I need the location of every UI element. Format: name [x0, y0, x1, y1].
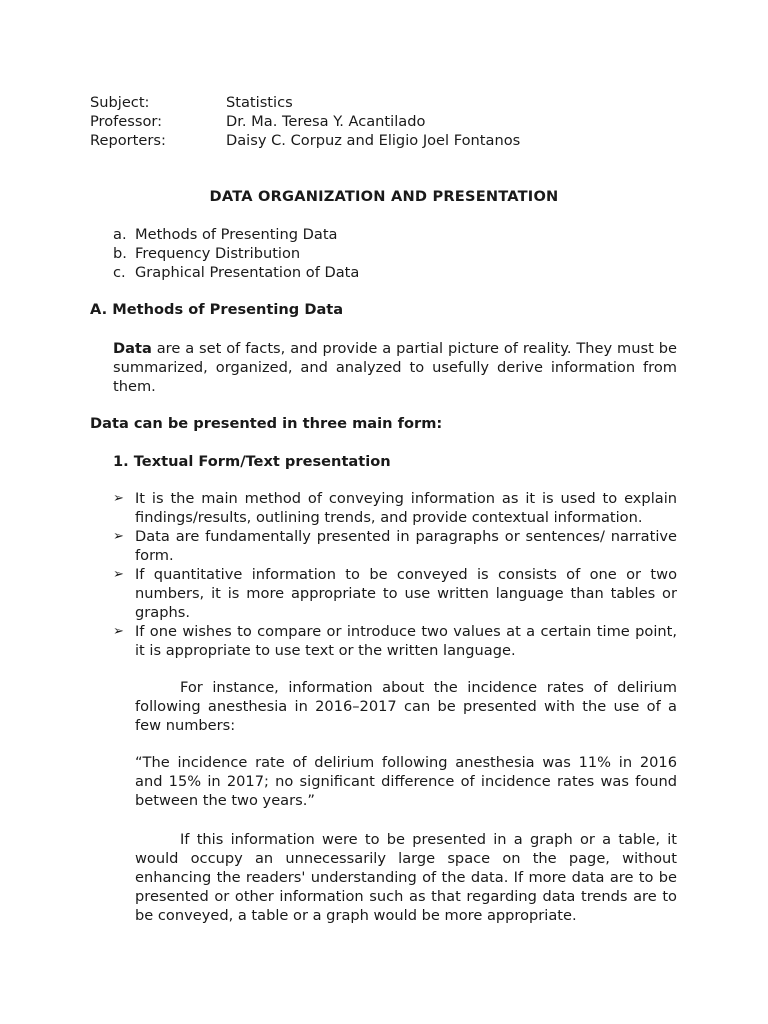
outline-item: Frequency Distribution: [135, 245, 301, 262]
arrow-bullet-icon: ➢: [113, 624, 124, 639]
closing-paragraph: If this information were to be presented in a graph or a table, it would occupy an unnecessarily large space on the page, without enhancing the readers' understanding of the data. If more data are to be presented or other information such as that regarding data trends are to be conveyed, a table or a graph would be more appropriate.: [135, 831, 677, 924]
data-definition-paragraph: [113, 339, 677, 396]
data-definition-text: are a set of facts, and provide a partial picture of reality. They must be summarized, organized, and analyzed to usefully derive information from them.: [113, 340, 677, 395]
subject-value: Statistics: [226, 94, 293, 111]
section-heading: A. Methods of Presenting Data: [90, 301, 344, 318]
textual-form-heading: 1. Textual Form/Text presentation: [113, 453, 391, 470]
outline-letter: b.: [113, 245, 127, 262]
outline-letter: a.: [113, 226, 127, 243]
outline-item: Methods of Presenting Data: [135, 226, 338, 243]
quote-paragraph: “The incidence rate of delirium following anesthesia was 11% in 2016 and 15% in 2017; no significant difference of incidence rates was found between the two years.”: [135, 754, 677, 809]
bullet-item: If one wishes to compare or introduce two values at a certain time point, it is appropriate to use text or the written language.: [135, 623, 677, 659]
arrow-bullet-icon: ➢: [113, 567, 124, 582]
arrow-bullet-icon: ➢: [113, 491, 124, 506]
outline-letter: c.: [113, 264, 126, 281]
reporters-value: Daisy C. Corpuz and Eligio Joel Fontanos: [226, 132, 521, 149]
arrow-bullet-icon: ➢: [113, 529, 124, 544]
subject-label: Subject:: [90, 94, 150, 111]
example-paragraph: For instance, information about the incidence rates of delirium following anesthesia in 2016–2017 can be presented with the use of a few numbers:: [135, 679, 677, 734]
bullet-item: Data are fundamentally presented in paragraphs or sentences/ narrative form.: [135, 528, 677, 564]
reporters-label: Reporters:: [90, 132, 166, 149]
forms-heading: Data can be presented in three main form:: [90, 415, 443, 432]
data-term: Data: [113, 340, 152, 357]
professor-label: Professor:: [90, 113, 163, 130]
outline-item: Graphical Presentation of Data: [135, 264, 360, 281]
document-title: DATA ORGANIZATION AND PRESENTATION: [209, 188, 559, 205]
bullet-item: If quantitative information to be conveyed is consists of one or two numbers, it is more appropriate to use written language than tables or graphs.: [135, 566, 677, 621]
bullet-item: It is the main method of conveying information as it is used to explain findings/results, outlining trends, and provide contextual information.: [135, 490, 677, 526]
professor-value: Dr. Ma. Teresa Y. Acantilado: [226, 113, 426, 130]
